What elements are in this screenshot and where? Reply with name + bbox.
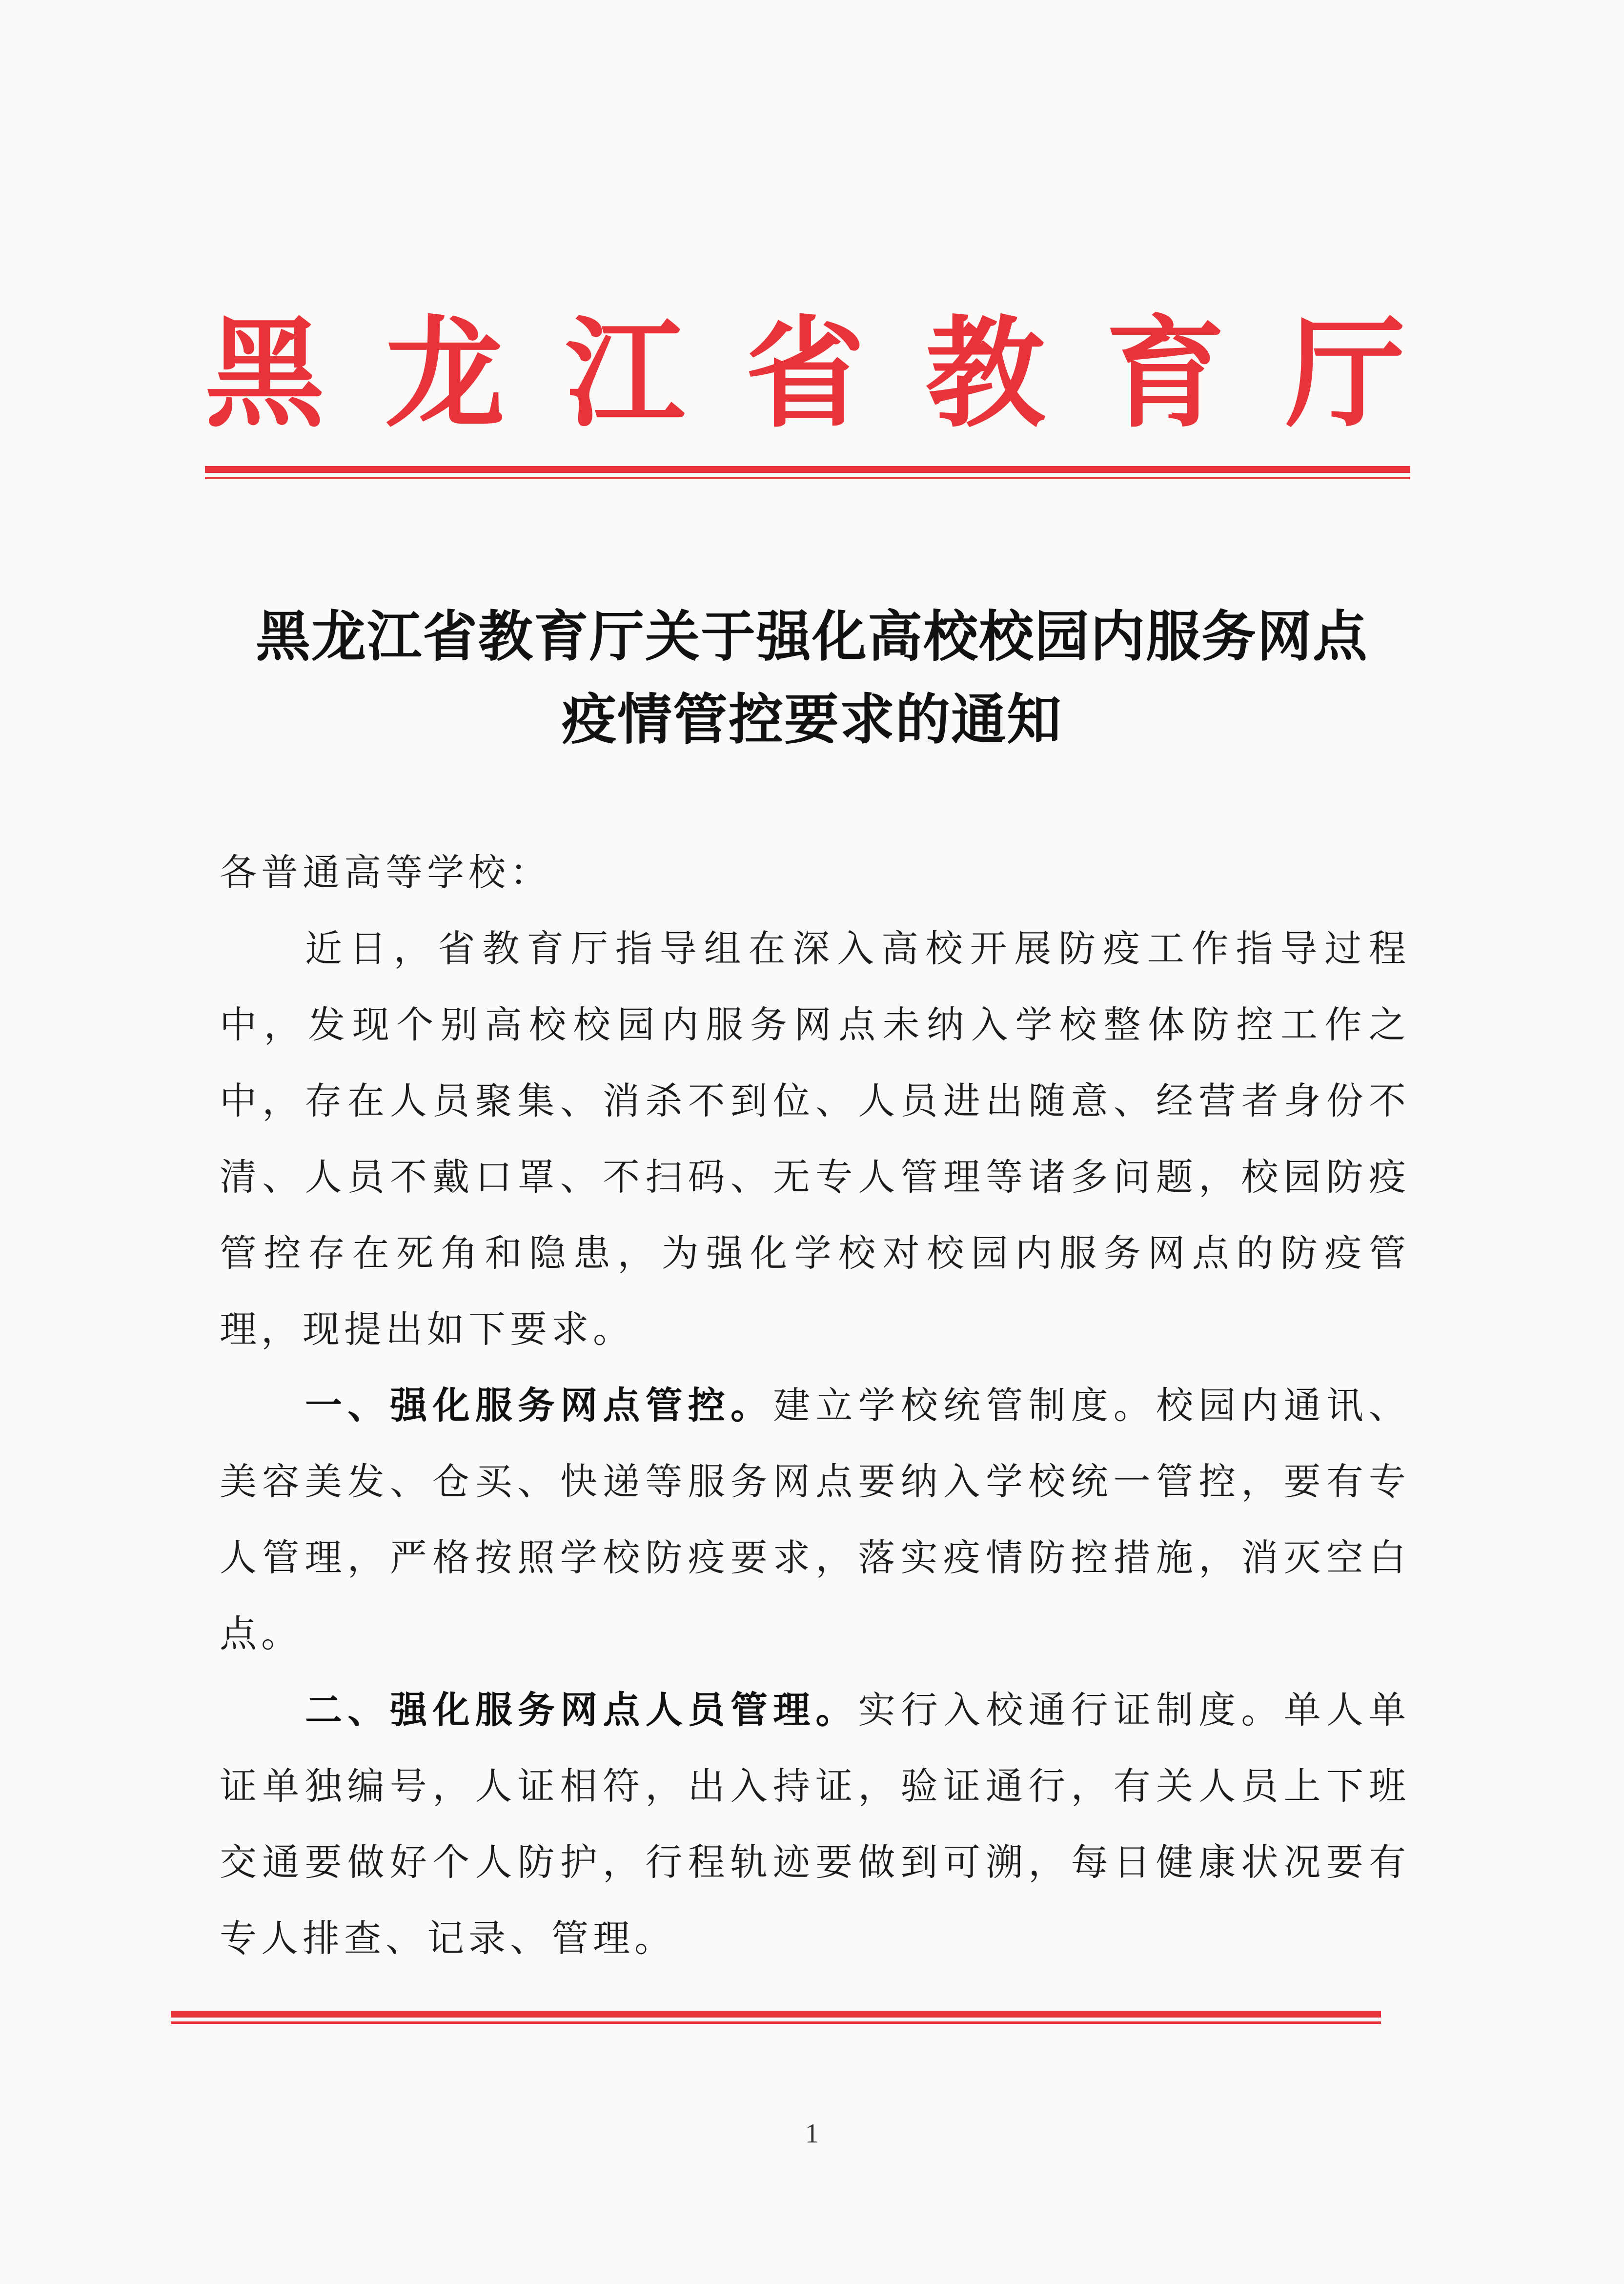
section-1-heading: 一、强化服务网点管控。 [305, 1384, 773, 1427]
section-1-paragraph [220, 1367, 1410, 1672]
section-2-heading: 二、强化服务网点人员管理。 [305, 1688, 858, 1732]
section-2-paragraph [220, 1672, 1410, 1977]
document-title [146, 595, 1478, 761]
masthead-red-rule [205, 466, 1410, 479]
red-rule-thick [171, 2011, 1381, 2018]
document-body [220, 835, 1410, 1977]
section-2-text: 实行入校通行证制度。单人单证单独编号，人证相符，出入持证，验证通行，有关人员上下班交通要做好个人防护，行程轨迹要做到可溯，每日健康状况要有专人排查、记录、管理。 [220, 1688, 1411, 1960]
masthead-char: 教 [925, 303, 1045, 444]
red-rule-thin [205, 477, 1410, 479]
masthead-char: 龙 [385, 303, 505, 444]
page-number: 1 [805, 2119, 819, 2149]
masthead-char: 江 [565, 303, 685, 444]
title-line-1: 黑龙江省教育厅关于强化高校校园内服务网点 [256, 605, 1368, 669]
title-line-2: 疫情管控要求的通知 [562, 688, 1062, 752]
masthead-char: 黑 [205, 303, 325, 444]
masthead-title [205, 303, 1405, 444]
salutation: 各普通高等学校： [220, 851, 551, 894]
red-rule-thin [171, 2021, 1381, 2024]
masthead-char: 省 [745, 303, 865, 444]
masthead-char: 厅 [1285, 303, 1405, 444]
footer-red-rule [171, 2011, 1381, 2024]
intro-paragraph: 近日，省教育厅指导组在深入高校开展防疫工作指导过程中，发现个别高校校园内服务网点未纳入学校整体防控工作之中，存在人员聚集、消杀不到位、人员进出随意、经营者身份不清、人员不戴口罩、不扫码、无专人管理等诸多问题，校园防疫管控存在死角和隐患，为强化学校对校园内服务网点的防疫管理，现提出如下要求。 [220, 927, 1410, 1351]
masthead-char: 育 [1105, 303, 1225, 444]
section-1-text: 建立学校统管制度。校园内通讯、美容美发、仓买、快递等服务网点要纳入学校统一管控，要有专人管理，严格按照学校防疫要求，落实疫情防控措施，消灭空白点。 [220, 1384, 1411, 1655]
red-rule-thick [205, 466, 1410, 473]
